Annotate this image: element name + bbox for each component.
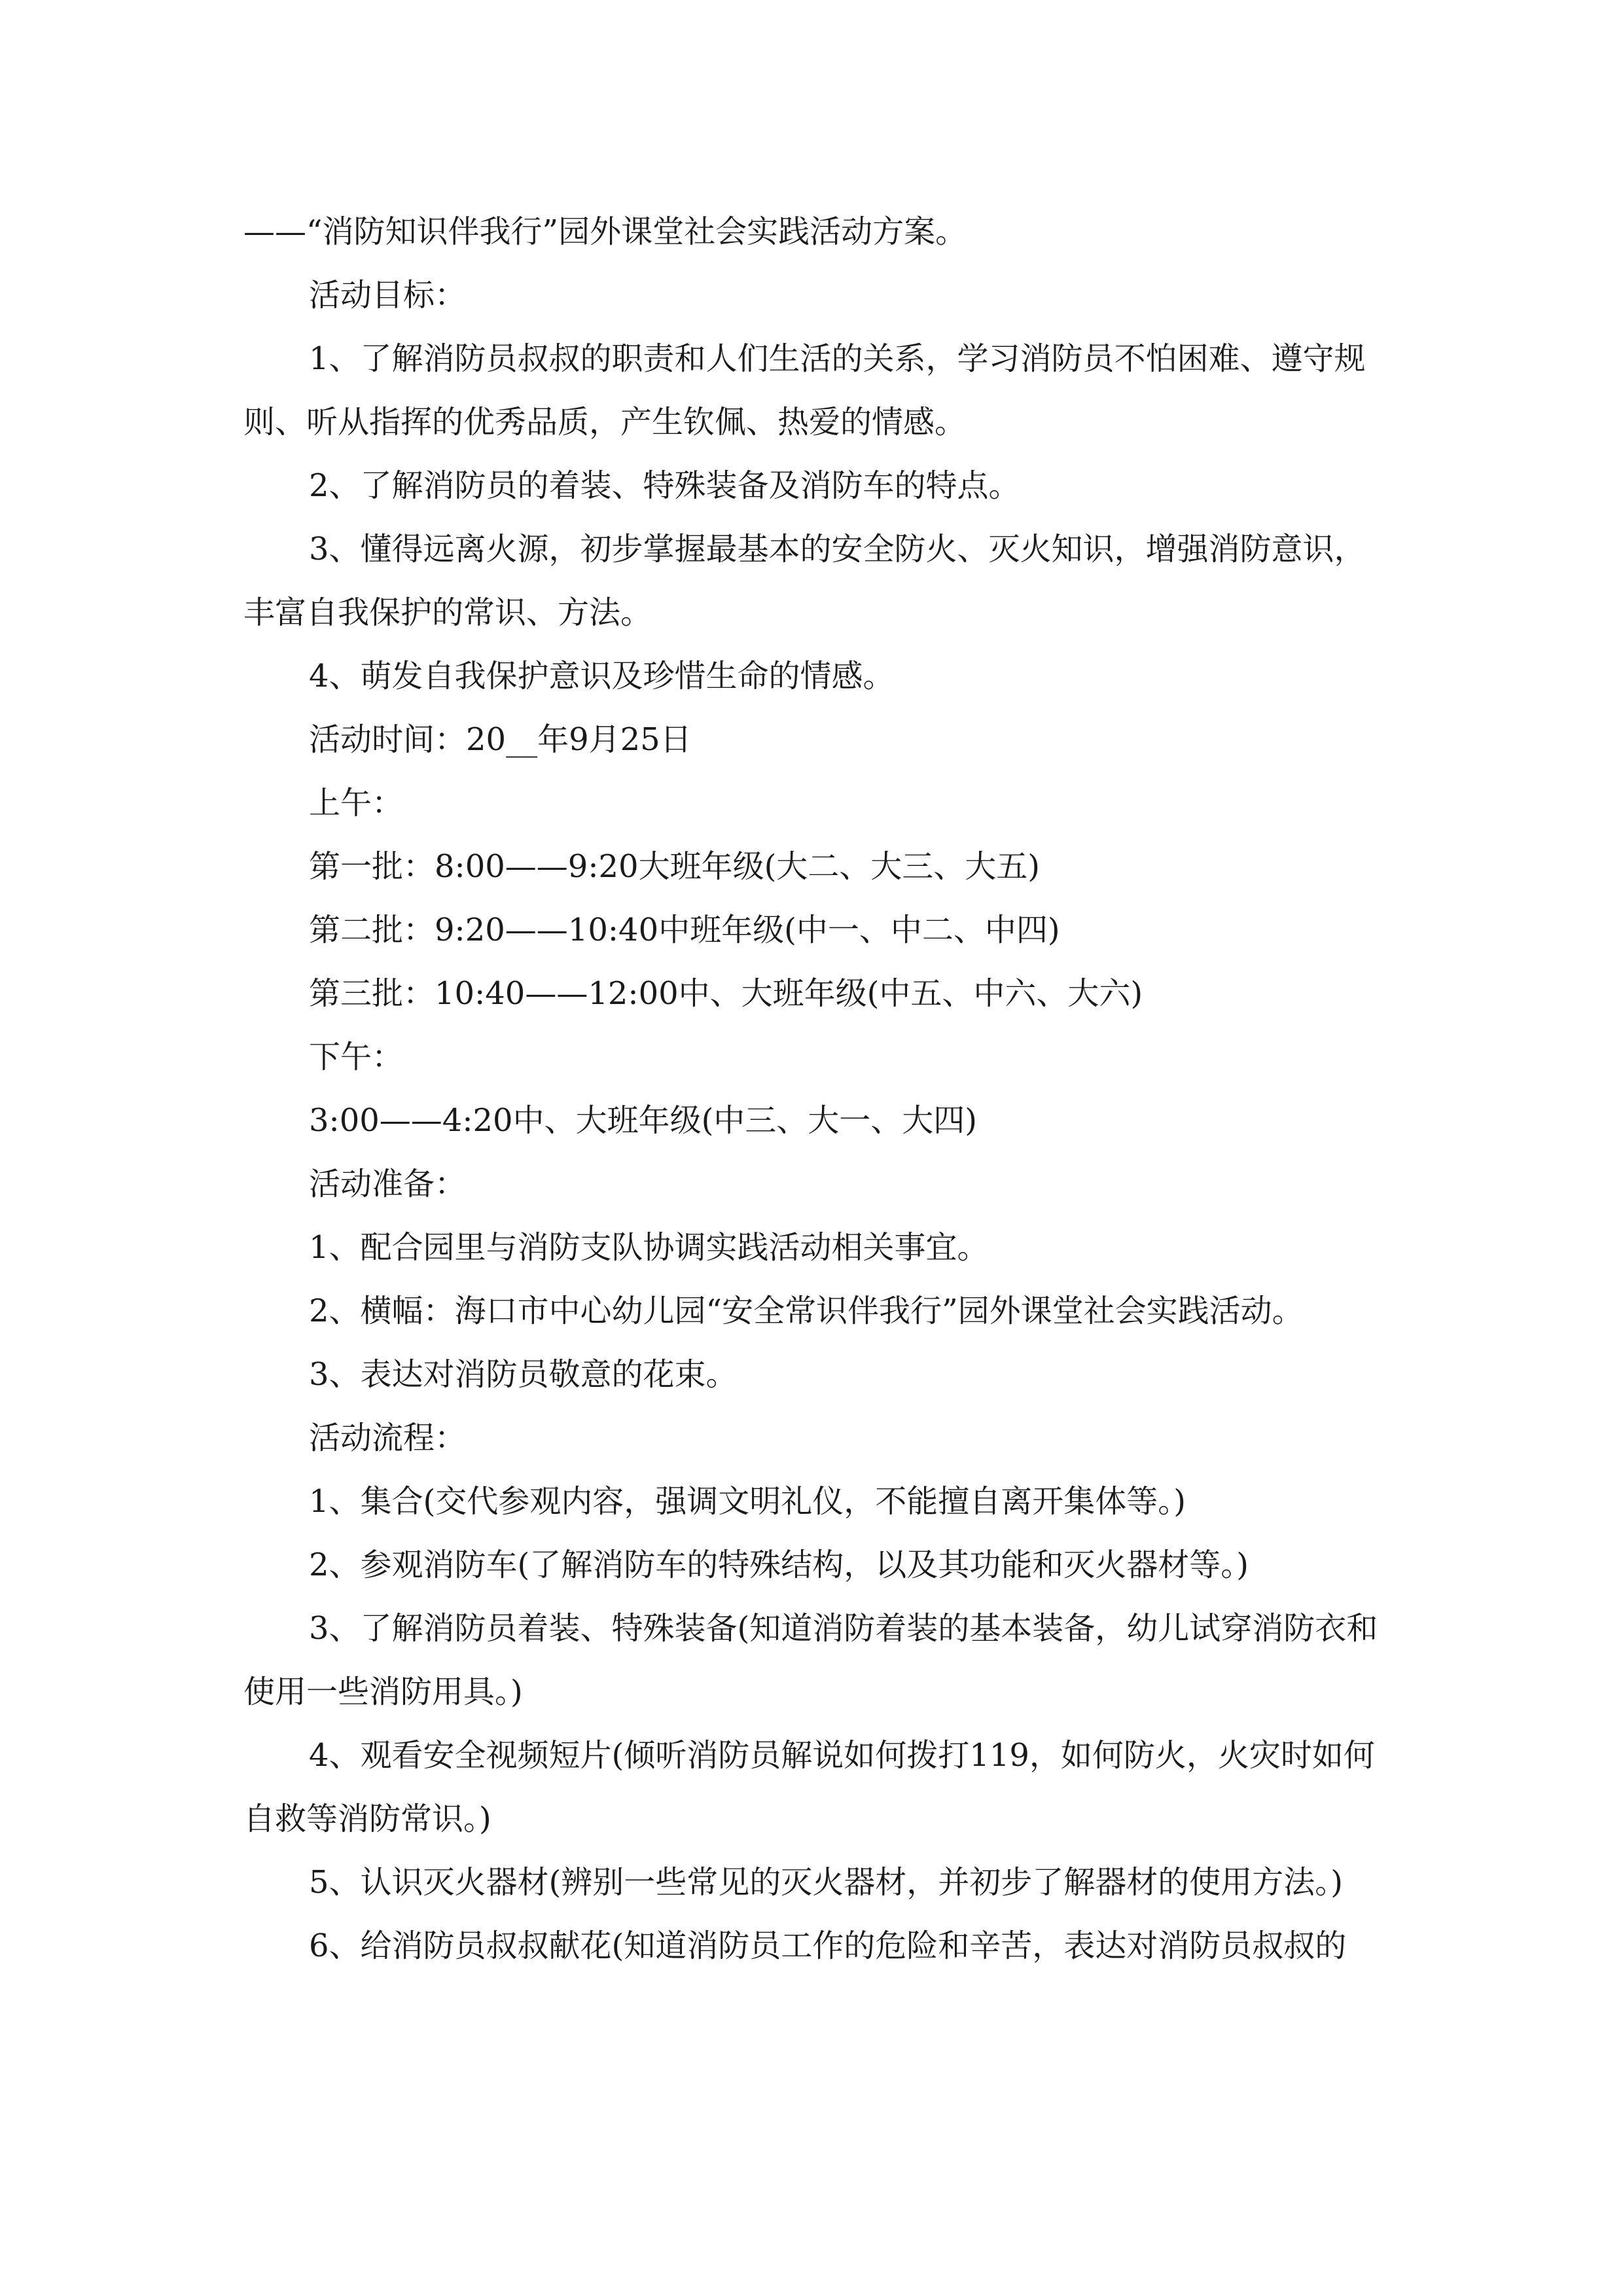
goal-item-2: 2、了解消防员的着装、特殊装备及消防车的特点。 [309,467,1020,504]
preparation-item-2: 2、横幅：海口市中心幼儿园“安全常识伴我行”园外课堂社会实践活动。 [309,1293,1304,1329]
process-item-1: 1、集合(交代参观内容，强调文明礼仪，不能擅自离开集体等。) [309,1483,1186,1520]
heading-activity-process: 活动流程： [309,1420,467,1456]
activity-time: 活动时间：20__年9月25日 [309,721,692,758]
schedule-batch-3: 第三批：10:40——12:00中、大班年级(中五、中六、大六) [309,975,1143,1012]
preparation-item-1: 1、配合园里与消防支队协调实践活动相关事宜。 [309,1229,989,1266]
process-item-2: 2、参观消防车(了解消防车的特殊结构，以及其功能和灭火器材等。) [309,1547,1249,1583]
paragraph-title-line: ——“消防知识伴我行”园外课堂社会实践活动方案。 [243,213,967,250]
heading-activity-goals: 活动目标： [309,277,467,314]
schedule-batch-1: 第一批：8:00——9:20大班年级(大二、大三、大五) [309,848,1041,885]
afternoon-label: 下午： [309,1039,404,1075]
process-item-3: 3、了解消防员着装、特殊装备(知道消防着装的基本装备，幼儿试穿消防衣和使用一些消防用具。) [243,1610,1378,1710]
process-item-6: 6、给消防员叔叔献花(知道消防员工作的危险和辛苦，表达对消防员叔叔的 [309,1928,1347,1964]
process-item-5: 5、认识灭火器材(辨别一些常见的灭火器材，并初步了解器材的使用方法。) [309,1864,1343,1901]
morning-label: 上午： [309,785,404,821]
schedule-afternoon: 3:00——4:20中、大班年级(中三、大一、大四) [309,1102,978,1139]
goal-item-4: 4、萌发自我保护意识及珍惜生命的情感。 [309,658,895,694]
schedule-batch-2: 第二批：9:20——10:40中班年级(中一、中二、中四) [309,912,1060,948]
process-item-4: 4、观看安全视频短片(倾听消防员解说如何拨打119，如何防火，火灾时如何自救等消防常识。) [243,1737,1375,1837]
goal-item-1: 1、了解消防员叔叔的职责和人们生活的关系，学习消防员不怕困难、遵守规则、听从指挥的优秀品质，产生钦佩、热爱的情感。 [243,340,1366,440]
preparation-item-3: 3、表达对消防员敬意的花束。 [309,1356,738,1393]
goal-item-3: 3、懂得远离火源，初步掌握最基本的安全防火、灭火知识，增强消防意识，丰富自我保护的常识、方法。 [243,531,1366,631]
heading-activity-preparation: 活动准备： [309,1166,467,1202]
document-body [243,200,1382,1978]
